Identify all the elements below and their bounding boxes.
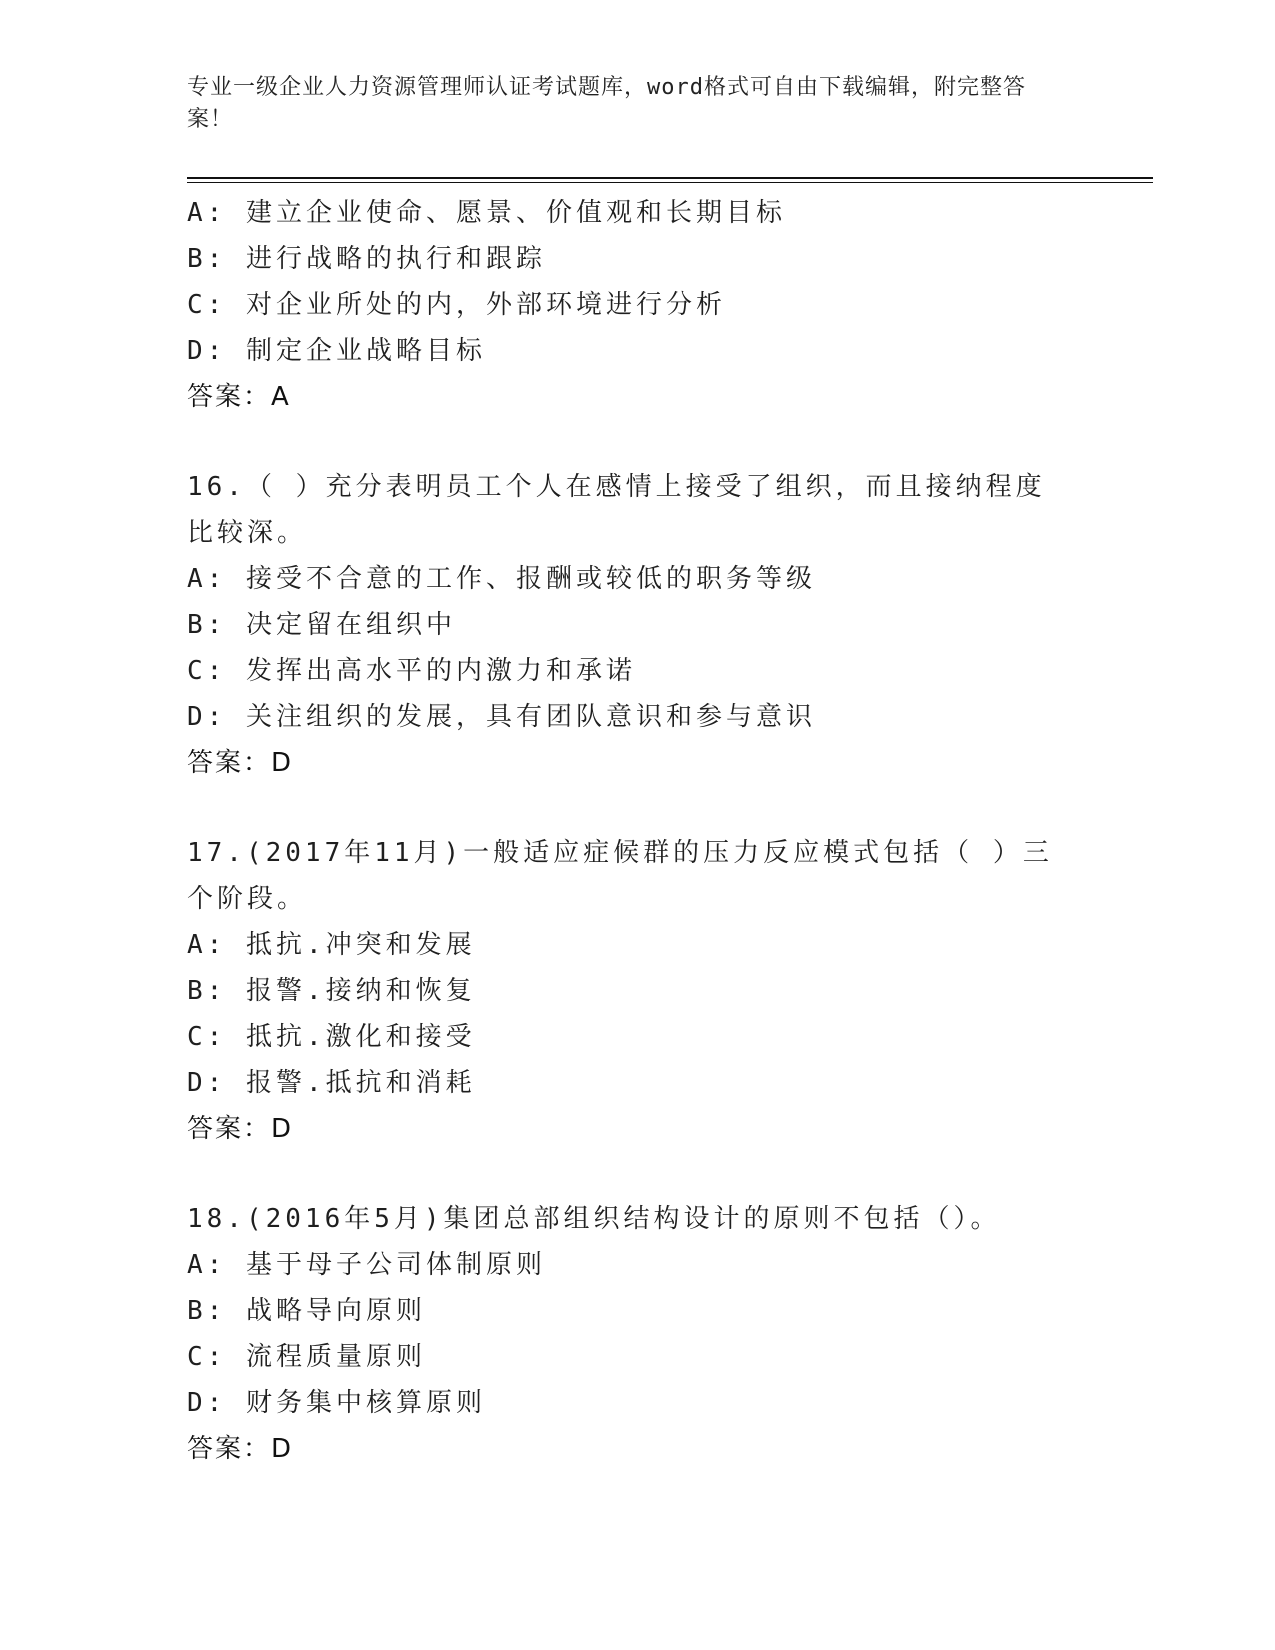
- spacer: [187, 420, 1067, 464]
- question-block-18: [187, 1196, 1067, 1472]
- option-d: D: 报警.抵抗和消耗: [187, 1068, 476, 1098]
- answer-label: 答案：D: [187, 1114, 294, 1144]
- question-block-15: [187, 190, 1067, 420]
- option-b: B: 报警.接纳和恢复: [187, 976, 476, 1006]
- option-d: D: 制定企业战略目标: [187, 336, 486, 366]
- answer-label: 答案：A: [187, 382, 291, 412]
- option-d: D: 财务集中核算原则: [187, 1388, 486, 1418]
- answer-label: 答案：D: [187, 748, 294, 778]
- option-c: C: 对企业所处的内，外部环境进行分析: [187, 290, 726, 320]
- option-b: B: 决定留在组织中: [187, 610, 456, 640]
- question-text: 16.（ ）充分表明员工个人在感情上接受了组织，而且接纳程度比较深。: [187, 472, 1046, 548]
- option-b: B: 战略导向原则: [187, 1296, 426, 1326]
- question-block-16: [187, 464, 1067, 786]
- header-rule-thin: [187, 182, 1153, 183]
- question-block-17: [187, 830, 1067, 1152]
- option-c: C: 抵抗.激化和接受: [187, 1022, 476, 1052]
- option-a: A: 接受不合意的工作、报酬或较低的职务等级: [187, 564, 816, 594]
- document-header: 专业一级企业人力资源管理师认证考试题库，word格式可自由下载编辑，附完整答案！: [187, 75, 1026, 132]
- question-text: 18.(2016年5月)集团总部组织结构设计的原则不包括（）。: [187, 1204, 1001, 1234]
- spacer: [187, 786, 1067, 830]
- option-c: C: 发挥出高水平的内激力和承诺: [187, 656, 636, 686]
- spacer: [187, 1152, 1067, 1196]
- option-b: B: 进行战略的执行和跟踪: [187, 244, 546, 274]
- header-rule-thick: [187, 177, 1153, 179]
- question-list: [187, 190, 1067, 1472]
- answer-label: 答案：D: [187, 1434, 294, 1464]
- question-text: 17.(2017年11月)一般适应症候群的压力反应模式包括（ ）三个阶段。: [187, 838, 1053, 914]
- option-a: A: 建立企业使命、愿景、价值观和长期目标: [187, 198, 786, 228]
- option-a: A: 抵抗.冲突和发展: [187, 930, 476, 960]
- option-c: C: 流程质量原则: [187, 1342, 426, 1372]
- option-a: A: 基于母子公司体制原则: [187, 1250, 546, 1280]
- option-d: D: 关注组织的发展，具有团队意识和参与意识: [187, 702, 816, 732]
